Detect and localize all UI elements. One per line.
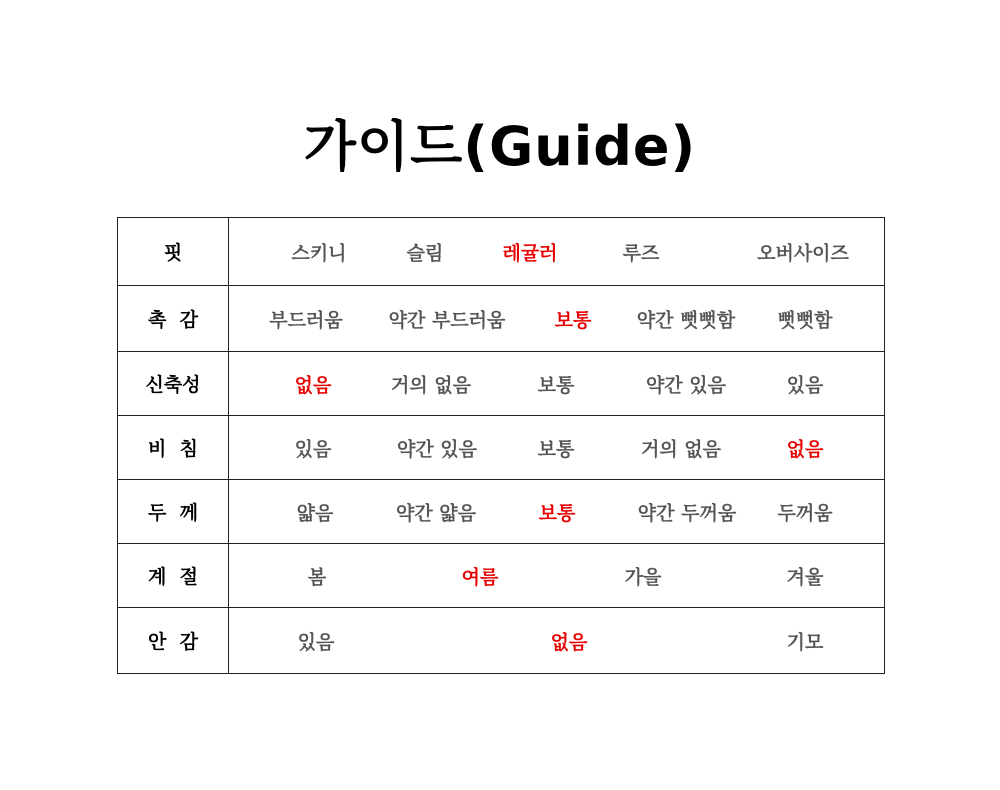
option: 가을 bbox=[624, 566, 662, 588]
option: 거의 없음 bbox=[640, 438, 722, 460]
option: 두꺼움 bbox=[777, 502, 833, 524]
option: 보통 bbox=[537, 374, 575, 396]
option-selected: 없음 bbox=[786, 438, 824, 460]
row-label: 비 침 bbox=[118, 416, 229, 480]
option: 약간 두꺼움 bbox=[637, 502, 737, 524]
option: 있음 bbox=[786, 374, 824, 396]
option-selected: 보통 bbox=[538, 502, 576, 524]
guide-table bbox=[117, 217, 885, 674]
table-row bbox=[118, 218, 885, 286]
option: 부드러움 bbox=[269, 309, 343, 331]
table-row bbox=[118, 286, 885, 352]
option: 거의 없음 bbox=[390, 374, 472, 396]
row-options bbox=[229, 608, 885, 674]
row-label: 핏 bbox=[118, 218, 229, 286]
option: 스키니 bbox=[291, 242, 347, 264]
option: 얇음 bbox=[296, 502, 334, 524]
option: 보통 bbox=[537, 438, 575, 460]
option: 약간 얇음 bbox=[395, 502, 477, 524]
table-row bbox=[118, 480, 885, 544]
row-label: 안 감 bbox=[118, 608, 229, 674]
option-selected: 여름 bbox=[461, 566, 499, 588]
option: 오버사이즈 bbox=[757, 242, 849, 264]
row-label: 촉 감 bbox=[118, 286, 229, 352]
option: 약간 있음 bbox=[396, 438, 478, 460]
option-selected: 없음 bbox=[294, 374, 332, 396]
option-selected: 레귤러 bbox=[502, 242, 558, 264]
row-label: 계 절 bbox=[118, 544, 229, 608]
option: 약간 부드러움 bbox=[388, 309, 506, 331]
option-selected: 없음 bbox=[550, 631, 588, 653]
table-row bbox=[118, 544, 885, 608]
option: 약간 뻣뻣함 bbox=[636, 309, 736, 331]
row-options bbox=[229, 544, 885, 608]
option: 약간 있음 bbox=[645, 374, 727, 396]
row-label: 신축성 bbox=[118, 352, 229, 416]
option: 뻣뻣함 bbox=[777, 309, 833, 331]
option: 봄 bbox=[307, 566, 327, 588]
option-selected: 보통 bbox=[554, 309, 592, 331]
option: 겨울 bbox=[786, 566, 824, 588]
page-title: 가이드(Guide) bbox=[303, 115, 697, 178]
option: 슬림 bbox=[406, 242, 444, 264]
table-row bbox=[118, 608, 885, 674]
row-options bbox=[229, 416, 885, 480]
option: 있음 bbox=[297, 631, 335, 653]
row-options bbox=[229, 480, 885, 544]
row-options bbox=[229, 286, 885, 352]
option: 루즈 bbox=[622, 242, 660, 264]
row-options bbox=[229, 218, 885, 286]
option: 있음 bbox=[294, 438, 332, 460]
row-options bbox=[229, 352, 885, 416]
table-row bbox=[118, 352, 885, 416]
table-row bbox=[118, 416, 885, 480]
row-label: 두 께 bbox=[118, 480, 229, 544]
option: 기모 bbox=[786, 631, 824, 653]
